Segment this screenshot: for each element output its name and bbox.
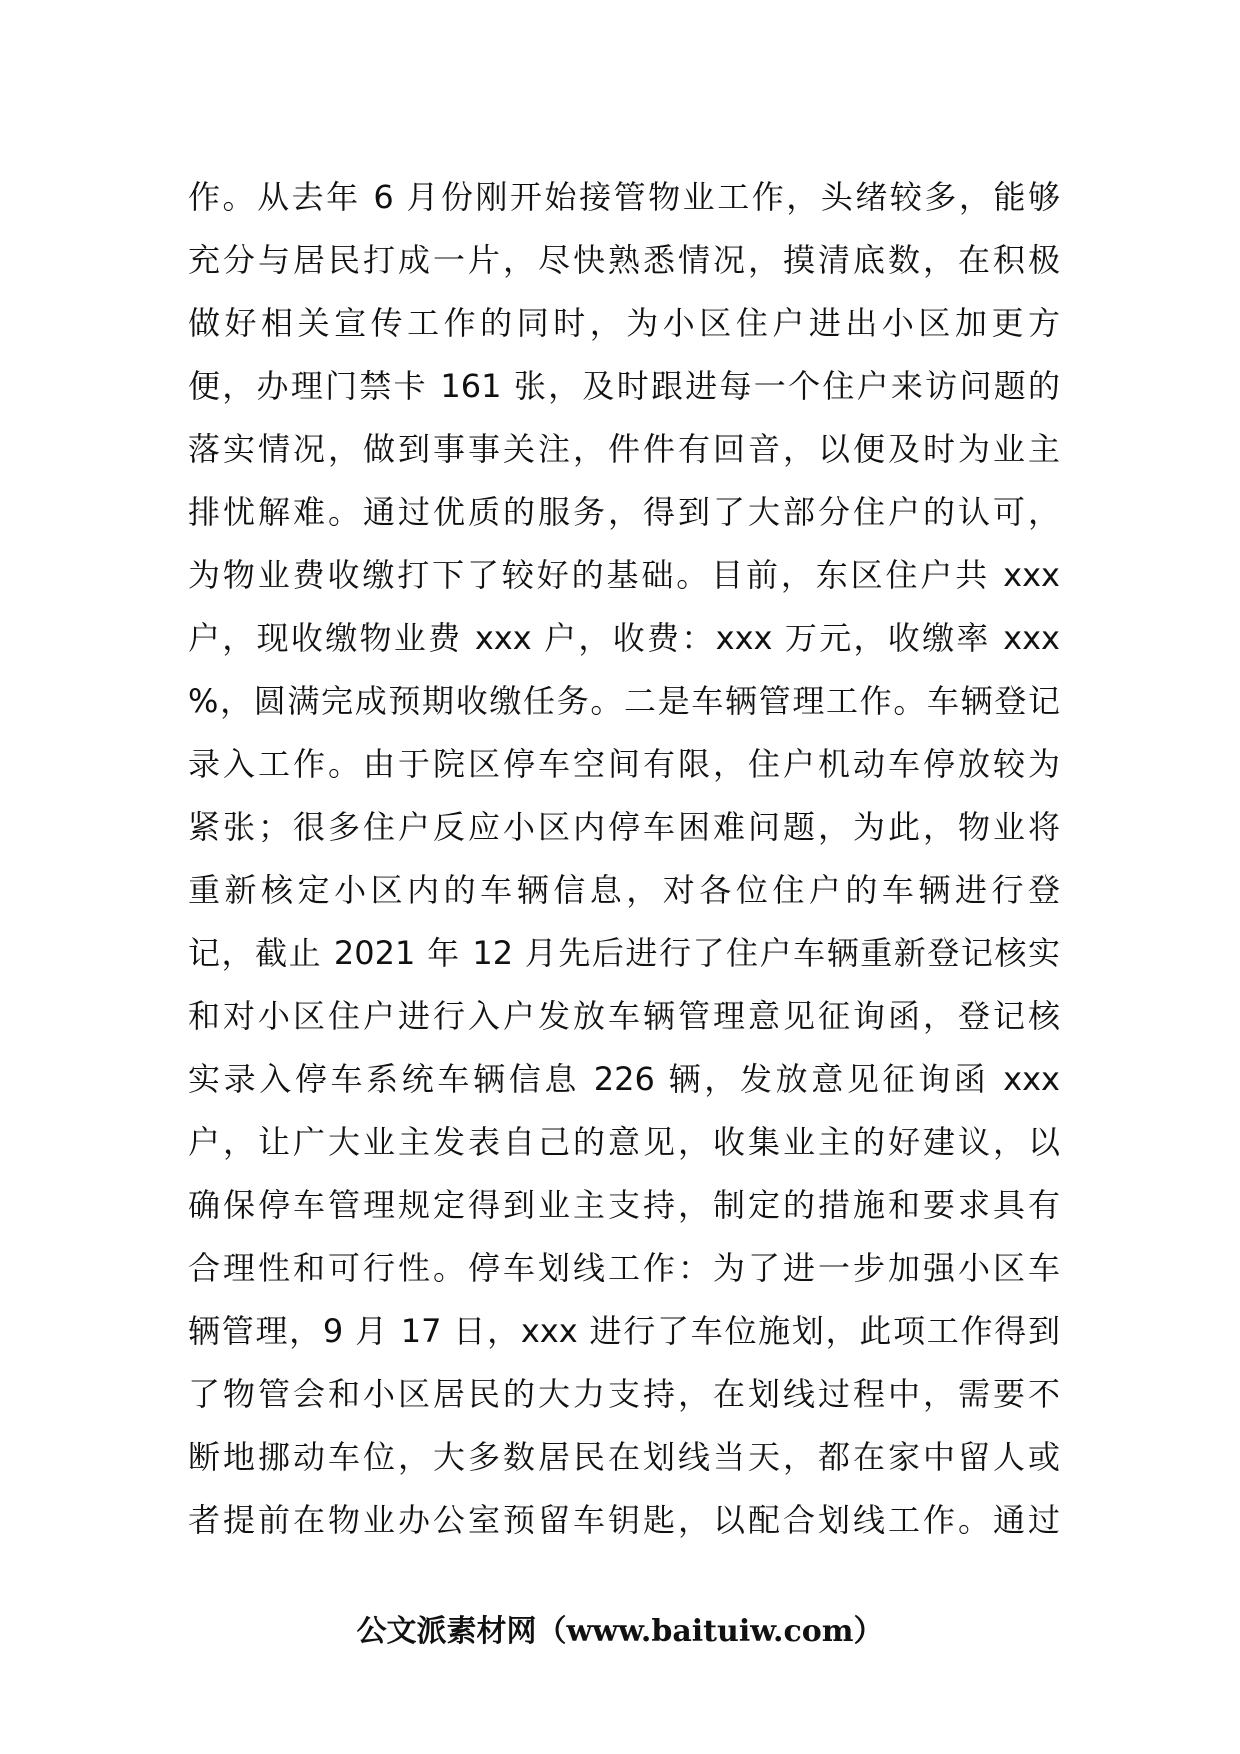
text-line: 确保停车管理规定得到业主支持，制定的措施和要求具有 bbox=[188, 1186, 1060, 1224]
document-body bbox=[188, 166, 1060, 1552]
text-line: 实录入停车系统车辆信息 226 辆，发放意见征询函 xxx bbox=[188, 1060, 1060, 1098]
text-line: 断地挪动车位，大多数居民在划线当天，都在家中留人或 bbox=[188, 1438, 1060, 1476]
text-line: 便，办理门禁卡 161 张，及时跟进每一个住户来访问题的 bbox=[188, 367, 1060, 405]
text-line: 和对小区住户进行入户发放车辆管理意见征询函，登记核 bbox=[188, 997, 1060, 1035]
text-line: %，圆满完成预期收缴任务。二是车辆管理工作。车辆登记 bbox=[188, 682, 1060, 720]
text-line: 辆管理，9 月 17 日，xxx 进行了车位施划，此项工作得到 bbox=[188, 1312, 1060, 1350]
footer-source: 公文派素材网（www.baituiw.com） bbox=[356, 1614, 884, 1649]
text-line: 作。从去年 6 月份刚开始接管物业工作，头绪较多，能够 bbox=[188, 178, 1060, 216]
text-line: 录入工作。由于院区停车空间有限，住户机动车停放较为 bbox=[188, 745, 1060, 783]
text-line: 重新核定小区内的车辆信息，对各位住户的车辆进行登 bbox=[188, 871, 1060, 909]
text-line: 记，截止 2021 年 12 月先后进行了住户车辆重新登记核实 bbox=[188, 934, 1060, 972]
text-line: 合理性和可行性。停车划线工作：为了进一步加强小区车 bbox=[188, 1249, 1060, 1287]
text-line: 了物管会和小区居民的大力支持，在划线过程中，需要不 bbox=[188, 1375, 1060, 1413]
text-line: 做好相关宣传工作的同时，为小区住户进出小区加更方 bbox=[188, 304, 1060, 342]
text-line: 紧张；很多住户反应小区内停车困难问题，为此，物业将 bbox=[188, 808, 1060, 846]
text-line: 排忧解难。通过优质的服务，得到了大部分住户的认可， bbox=[188, 493, 1060, 531]
text-line: 者提前在物业办公室预留车钥匙，以配合划线工作。通过 bbox=[188, 1501, 1060, 1539]
text-line: 为物业费收缴打下了较好的基础。目前，东区住户共 xxx bbox=[188, 556, 1060, 594]
text-line: 充分与居民打成一片，尽快熟悉情况，摸清底数，在积极 bbox=[188, 241, 1060, 279]
text-line: 落实情况，做到事事关注，件件有回音，以便及时为业主 bbox=[188, 430, 1060, 468]
text-line: 户，让广大业主发表自己的意见，收集业主的好建议，以 bbox=[188, 1123, 1060, 1161]
text-line: 户，现收缴物业费 xxx 户，收费：xxx 万元，收缴率 xxx bbox=[188, 619, 1060, 657]
